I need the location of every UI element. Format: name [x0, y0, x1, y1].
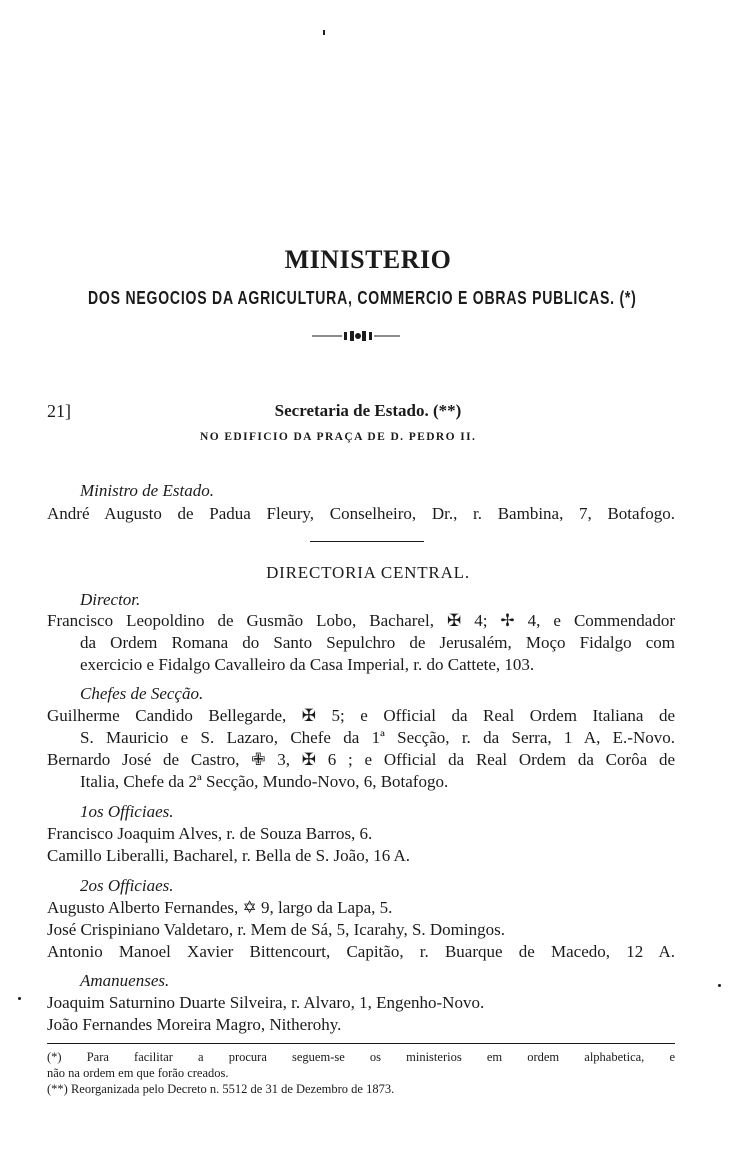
footnote-2: (**) Reorganizada pelo Decreto n. 5512 de 31 de Dezembro de 1873. — [47, 1082, 395, 1096]
ministro-heading: Ministro de Estado. — [80, 481, 214, 500]
primeiro-official-1: Francisco Joaquim Alves, r. de Souza Barros, 6. — [47, 824, 373, 843]
chefe-line-4: Italia, Chefe da 2ª Secção, Mundo-Novo, 6, Botafogo. — [80, 772, 449, 791]
director-heading: Director. — [80, 590, 141, 609]
primeiros-officiaes-heading: 1os Officiaes. — [80, 802, 174, 821]
ministry-subtitle: DOS NEGOCIOS DA AGRICULTURA, COMMERCIO E OBRAS PUBLICAS. (*) — [88, 288, 637, 308]
footnote-1-line-2: não na ordem em que forão creados. — [47, 1066, 229, 1080]
divider-rule — [310, 541, 424, 542]
amanuenses-heading: Amanuenses. — [80, 971, 170, 990]
footnote-rule — [47, 1043, 675, 1044]
section-title: Secretaria de Estado. (**) — [274, 401, 462, 420]
chefes-heading: Chefes de Secção. — [80, 684, 204, 703]
segundos-officiaes-heading: 2os Officiaes. — [80, 876, 174, 895]
director-line-3: exercicio e Fidalgo Cavalleiro da Casa Imperial, r. do Cattete, 103. — [80, 655, 535, 674]
amanuense-1: Joaquim Saturnino Duarte Silveira, r. Alvaro, 1, Engenho-Novo. — [47, 993, 485, 1012]
ornament-icon — [312, 330, 400, 342]
segundo-official-3: Antonio Manoel Xavier Bittencourt, Capitão, r. Buarque de Macedo, 12 A. — [47, 942, 675, 961]
section-location: NO EDIFICIO DA PRAÇA DE D. PEDRO II. — [200, 431, 477, 443]
scan-speck-top — [323, 30, 325, 35]
scan-speck-left — [18, 997, 21, 1000]
segundo-official-2: José Crispiniano Valdetaro, r. Mem de Sá, 5, Icarahy, S. Domingos. — [47, 920, 505, 939]
scan-speck-right — [718, 984, 721, 987]
page-title: MINISTERIO — [284, 245, 452, 274]
directoria-title: DIRECTORIA CENTRAL. — [266, 563, 470, 582]
page-number: 21] — [47, 401, 71, 421]
director-line-2: da Ordem Romana do Santo Sepulchro de Jerusalém, Moço Fidalgo com — [80, 633, 675, 652]
chefe-line-1: Guilherme Candido Bellegarde, ✠ 5; e Official da Real Ordem Italiana de — [47, 706, 675, 725]
segundo-official-1: Augusto Alberto Fernandes, ✡ 9, largo da Lapa, 5. — [47, 898, 393, 917]
director-line-1: Francisco Leopoldino de Gusmão Lobo, Bacharel, ✠ 4; ✢ 4, e Commendador — [47, 611, 675, 630]
footnote-1-line-1: (*) Para facilitar a procura seguem-se os ministerios em ordem alphabetica, e — [47, 1050, 675, 1064]
ministro-entry: André Augusto de Padua Fleury, Conselheiro, Dr., r. Bambina, 7, Botafogo. — [47, 504, 675, 523]
primeiro-official-2: Camillo Liberalli, Bacharel, r. Bella de S. João, 16 A. — [47, 846, 411, 865]
chefe-line-2: S. Mauricio e S. Lazaro, Chefe da 1ª Secção, r. da Serra, 1 A, E.-Novo. — [80, 728, 675, 747]
chefe-line-3: Bernardo José de Castro, ✙ 3, ✠ 6 ; e Official da Real Ordem da Corôa de — [47, 750, 675, 769]
amanuense-2: João Fernandes Moreira Magro, Nitherohy. — [47, 1015, 342, 1034]
